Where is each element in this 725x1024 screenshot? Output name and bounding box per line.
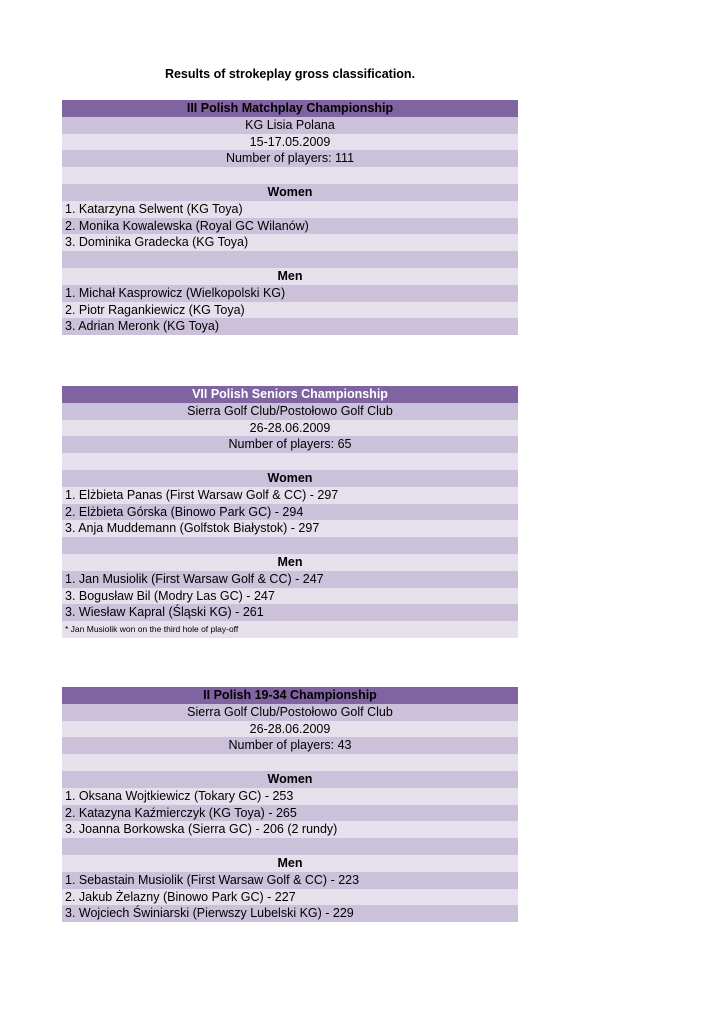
- championship-name: III Polish Matchplay Championship: [62, 100, 518, 117]
- men-result: 3. Adrian Meronk (KG Toya): [62, 318, 518, 335]
- venue: Sierra Golf Club/Postołowo Golf Club: [62, 403, 518, 420]
- spacer-row: [62, 453, 518, 470]
- dates: 15-17.05.2009: [62, 134, 518, 151]
- venue: Sierra Golf Club/Postołowo Golf Club: [62, 704, 518, 721]
- venue: KG Lisia Polana: [62, 117, 518, 134]
- spacer-row: [62, 754, 518, 771]
- men-result: 1. Michał Kasprowicz (Wielkopolski KG): [62, 285, 518, 302]
- spacer-row: [62, 838, 518, 855]
- championship-table: [62, 687, 518, 922]
- page-title: Results of strokeplay gross classification.: [164, 67, 416, 81]
- men-result: 2. Piotr Ragankiewicz (KG Toya): [62, 302, 518, 319]
- women-result: 2. Elżbieta Górska (Binowo Park GC) - 294: [62, 504, 518, 521]
- women-result: 1. Elżbieta Panas (First Warsaw Golf & CC) - 297: [62, 487, 518, 504]
- players-count: Number of players: 65: [62, 436, 518, 453]
- dates: 26-28.06.2009: [62, 721, 518, 738]
- playoff-note: * Jan Musiolik won on the third hole of play-off: [62, 621, 518, 638]
- players-count: Number of players: 43: [62, 737, 518, 754]
- spacer-row: [62, 167, 518, 184]
- championship-table: [62, 100, 518, 335]
- women-heading: Women: [62, 771, 518, 788]
- men-heading: Men: [62, 268, 518, 285]
- men-result: 3. Wiesław Kapral (Śląski KG) - 261: [62, 604, 518, 621]
- men-result: 3. Bogusław Bil (Modry Las GC) - 247: [62, 588, 518, 605]
- women-result: 3. Joanna Borkowska (Sierra GC) - 206 (2 rundy): [62, 821, 518, 838]
- men-result: 1. Jan Musiolik (First Warsaw Golf & CC) - 247: [62, 571, 518, 588]
- women-result: 3. Anja Muddemann (Golfstok Białystok) - 297: [62, 520, 518, 537]
- women-heading: Women: [62, 470, 518, 487]
- women-result: 2. Monika Kowalewska (Royal GC Wilanów): [62, 218, 518, 235]
- spacer-row: [62, 251, 518, 268]
- women-result: 1. Oksana Wojtkiewicz (Tokary GC) - 253: [62, 788, 518, 805]
- women-result: 1. Katarzyna Selwent (KG Toya): [62, 201, 518, 218]
- dates: 26-28.06.2009: [62, 420, 518, 437]
- championship-name: II Polish 19-34 Championship: [62, 687, 518, 704]
- championship-name: VII Polish Seniors Championship: [62, 386, 518, 403]
- men-result: 1. Sebastain Musiolik (First Warsaw Golf & CC) - 223: [62, 872, 518, 889]
- men-result: 2. Jakub Żelazny (Binowo Park GC) - 227: [62, 889, 518, 906]
- spacer-row: [62, 537, 518, 554]
- women-result: 3. Dominika Gradecka (KG Toya): [62, 234, 518, 251]
- players-count: Number of players: 111: [62, 150, 518, 167]
- women-heading: Women: [62, 184, 518, 201]
- championship-table: [62, 386, 518, 638]
- men-heading: Men: [62, 554, 518, 571]
- women-result: 2. Katazyna Kaźmierczyk (KG Toya) - 265: [62, 805, 518, 822]
- men-result: 3. Wojciech Świniarski (Pierwszy Lubelski KG) - 229: [62, 905, 518, 922]
- men-heading: Men: [62, 855, 518, 872]
